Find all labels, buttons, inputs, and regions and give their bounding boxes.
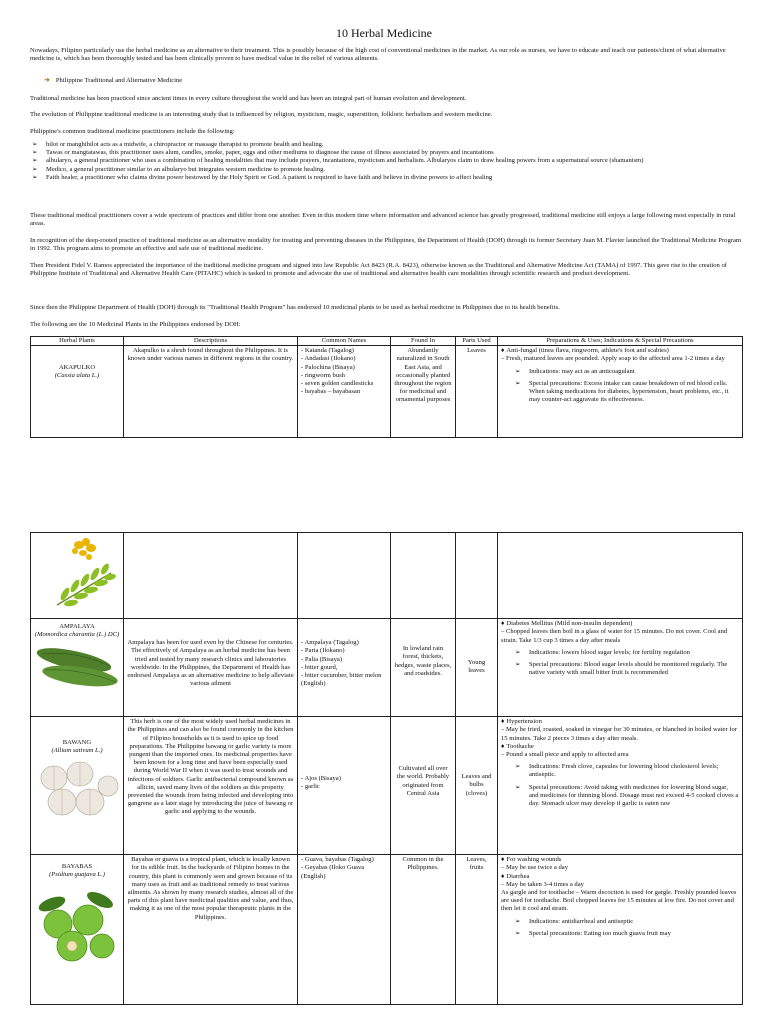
scientific-name: (Cassia alata L.) (54, 372, 100, 380)
parts-used-cell: Leaves and bulbs (cloves) (456, 717, 498, 855)
plant-cell (31, 855, 124, 1005)
section-heading (44, 76, 756, 85)
akapulko-plant-image (31, 533, 121, 615)
page-title: 10 Herbal Medicine (336, 26, 432, 40)
common-names-cell: - Katanda (Tagalog) - Andadasi (Ilokano) - Palochina (Bisaya) - ringworm bush - seven golden candlesticks - bayabas – bayabasan (298, 346, 391, 438)
chevron-bullet-icon: ➢ (515, 763, 521, 771)
plant-cell (31, 619, 124, 717)
list-item: ➢ Tawas or mangtatawas, this practitioner uses alum, candles, smoke, paper, eggs and other mediums to diagnose the cause of illness associated by prayers and incantations (32, 149, 494, 157)
plant-name: AKAPULKO (58, 364, 96, 372)
paragraph: Philippine's common traditional medicine practitioners include the following: (30, 128, 235, 135)
star-bullet-icon: ♦ (501, 620, 505, 628)
star-bullet-icon: ♦ (501, 347, 505, 355)
star-bullet-icon: ♦ (501, 872, 505, 880)
uses-cell: ♦ Hypertension – May be fried, roasted, soaked in vinegar for 30 minutes, or blanched in boiled water for 15 minutes. Take 2 pieces 3 times a day after meals. ♦ Toothache – Pound a small piece and apply to affected area ➢ Indications: Fresh clove, capsules for lowering blood cholesterol levels; antiseptic. ➢ Special precautions: Avoid taking with medicines for lowering blood sugar, and medicines for thinning blood. Dosage must not exceed 4-5 cooked cloves a day. Stomach ulcer may develop if garlic is eaten raw (498, 717, 743, 855)
bawang-plant-image (32, 756, 122, 826)
common-names-cell: - Ajos (Bisaya) - garlic (298, 717, 391, 855)
column-header: Found In (391, 337, 456, 346)
scientific-name: (Psidium guajava L.) (49, 871, 105, 879)
chevron-bullet-icon: ➢ (515, 917, 521, 925)
paragraph: Since then the Philippine Department of Health (DOH) through its "Traditional Health Program" has endorsed 10 medicinal plants to be used as herbal medicine in Philippines due to its health benefits. (30, 304, 560, 311)
chevron-bullet-icon: ➢ (32, 165, 38, 173)
chevron-bullet-icon: ➢ (515, 783, 521, 791)
table-row (31, 855, 743, 1005)
table-row (31, 717, 743, 855)
description-cell: Ampalaya has been for used even by the Chinese for centuries. The effectively of Ampalaya as an herbal medicine has been tried and tested by many research clinics and laboratories worldwide. In the Philippines, the Department of Health has endorsed Ampalaya as an alternative medicine to help alleviate various ailment (124, 619, 298, 717)
paragraph: The following are the 10 Medicinal Plants in the Philippines endorsed by DOH: (30, 321, 241, 328)
star-bullet-icon: ♦ (501, 718, 505, 726)
parts-used-cell: Leaves, fruits (456, 855, 498, 1005)
paragraph: The evolution of Philippine traditional medicine is an interesting study that is influenced by religion, mysticism, magic, superstition, folkloric herbalism and western medicine. (30, 111, 493, 118)
chevron-bullet-icon: ➢ (515, 648, 521, 656)
plant-cell (31, 717, 124, 855)
paragraph: These traditional medical practitioners cover a wide spectrum of practices and differ from one another. Even in this modern time where information and advanced science has greatly progressed, traditional medicine still enjoys a large following most especially in rural areas. (30, 212, 736, 228)
table-row (31, 619, 743, 717)
found-in-cell: Cultivated all over the world. Probably originated from Central Asia (391, 717, 456, 855)
chevron-bullet-icon: ➢ (515, 367, 521, 375)
description-cell: Akapulko is a shrub found throughout the Philippines. It is known under various names in different regions in the country. (124, 346, 298, 438)
list-item: ➢ Faith healer, a practitioner who claims divine power bestowed by the Holy Spirit or God. A patient is required to have faith and believe in divine powers to affect healing (32, 173, 493, 181)
practitioners-list (30, 141, 742, 182)
list-item: ➢ hilot or manghihilot acts as a midwife, a chiropractor or massage therapist to promote health and healing. (32, 141, 324, 148)
list-item: ➢ Medico, a general practitioner similar to an albularyo but integrates western medicine to promote healing. (32, 165, 326, 173)
column-header: Preparations & Uses; Indications & Special Precautions (498, 337, 743, 346)
common-names-cell: - Guava, bayabas (Tagalog) - Geyabas (Iloko Guava (English) (298, 855, 391, 1005)
found-in-cell: In lowland rain forest, thickets, hedges, waste places, and roadsides. (391, 619, 456, 717)
akapulko-image-cell (31, 533, 124, 619)
empty-cell (124, 533, 298, 619)
star-bullet-icon: ♦ (501, 856, 505, 864)
chevron-bullet-icon: ➢ (32, 157, 38, 165)
scientific-name: (Allium sativum L.) (51, 747, 103, 755)
chevron-bullet-icon: ➢ (32, 149, 38, 157)
found-in-cell: Abundantly naturalized in South East Asia, and occasionally planted throughout the region for medicinal and ornamental purposes (391, 346, 456, 438)
table-header-row (31, 337, 743, 346)
list-item: ➢ albularyo, a general practitioner who uses a combination of healing modalities that may include prayers, incantations, mysticism and herbalism. Albularyos claim to draw healing powers from a supernatural source (shamanism) (32, 157, 644, 165)
chevron-bullet-icon: ➢ (515, 379, 521, 387)
parts-used-cell: Leaves (456, 346, 498, 438)
chevron-bullet-icon: ➢ (32, 141, 38, 148)
herbal-plants-table (30, 336, 743, 438)
uses-cell: ♦ Diabetes Mellitus (Mild non-insulin dependent) – Chopped leaves then boil in a glass of water for 15 minutes. Do not cover. Cool and strain. Take 1/3 cup 3 times a day after meals ➢ Indications: lowers blood sugar levels; for fertility regulation ➢ Special precautions: Blood sugar levels should be monitored regularly. The native variety with small bitter fruit is recommended (498, 619, 743, 717)
scientific-name: (Momordica charantia (L.) DC) (34, 631, 120, 639)
paragraph: Then President Fidel V. Ramos appreciated the importance of the traditional medicine program and signed into law Republic Act 8423 (R.A. 8423), otherwise known as the Traditional and Alternative Medicine Act (TAMA) of 1997. This gave rise to the creation of Philippine Institute of Traditional and Alternative Health Care (PITAHC) which is tasked to promote and advocate the use of traditional and alternative health care modalities through scientific research and product development. (30, 262, 727, 278)
intro-paragraph: Nowadays, Filipino particularly use the herbal medicine as an alternative to their treatment. This is possibly because of the high cost of conventional medicines in the market. As our role as nurses, we have to educate and teach our patients/client of what alternative medicine is, which has been thoroughly tested and has been clinically proven to have medical value in the relief of various ailments. (30, 47, 726, 63)
plant-name: BAWANG (62, 739, 92, 747)
column-header: Parts Used (456, 337, 498, 346)
herbal-plants-table-continued (30, 532, 743, 1005)
description-cell: This herb is one of the most widely used herbal medicines in the Philippines and can also be found commonly in the kitchen of Filipino households as it is used to spice up food preparations. The Philippine bawang or garlic variety is more pungent than the imported ones. Its medicinal properties have been known for a long time and have been especially used during World War II when it was used to treat wounds and infections of soldiers. Garlic antibacterial compound known as allicin, saved many lives of the soldiers as this property prevented the wounds from being infected and developing into gangrene as a later stage by introducing the juice of bawang or garlic and applying to the wounds. (124, 717, 298, 855)
arrow-bullet-icon: ➜ (44, 76, 50, 84)
empty-cell (298, 533, 391, 619)
paragraph: Traditional medicine has been practiced since ancient times in every culture throughout the world and has been an integral part of human evolution and development. (30, 95, 467, 102)
table-row (31, 533, 743, 619)
bayabas-plant-image (32, 880, 122, 970)
empty-cell (498, 533, 743, 619)
found-in-cell: Common in the Philippines. (391, 855, 456, 1005)
common-names-cell: - Ampalaya (Tagalog) - Paria (Ilokano) - Palia (Bisaya) - bitter gourd, - bitter cucumber, bitter melon (English) (298, 619, 391, 717)
description-cell: Bayabas or guava is a tropical plant, which is locally known for its edible fruit. In the backyards of Filipino homes in the country, this plant is commonly seen and grown because of its many uses as fruit and as traditional remedy to treat various ailments. As shown by many research studies, almost all of the parts of this plant have medicinal qualities and value, and thus, making it as one of the most popular therapeutic plants in the Philippines. (124, 855, 298, 1005)
uses-cell: ♦ For washing wounds – May be use twice a day ♦ Diarrhea – May be taken 3-4 times a day As gargle and for toothache – Warm decoction is used for gargle. Freshly pounded leaves are used for toothache. Boil chopped leaves for 15 minutes at low fire. Do not cover and then let it cool and strain. ➢ Indications: antidiarrheal and antiseptic ➢ Special precautions: Eating too much guava fruit may (498, 855, 743, 1005)
column-header: Common Names (298, 337, 391, 346)
chevron-bullet-icon: ➢ (515, 661, 521, 669)
paragraph: In recognition of the deep-rooted practice of traditional medicine as an alternative modality for treating and preventing diseases in the Philippines, the Department of Health (DOH) through its former Secretary Juan M. Flavier launched the Traditional Medicine Program in 1992. This program aims to promote an effective and safe use of traditional medicine. (30, 237, 741, 253)
chevron-bullet-icon: ➢ (515, 929, 521, 937)
section-heading-text: Philippine Traditional and Alternative Medicine (55, 77, 183, 84)
plant-name: AMPALAYA (59, 623, 95, 631)
chevron-bullet-icon: ➢ (32, 173, 38, 181)
column-header: Herbal Plants (31, 337, 124, 346)
empty-cell (391, 533, 456, 619)
plant-name: BAYABAS (61, 863, 93, 871)
star-bullet-icon: ♦ (501, 742, 505, 750)
column-header: Descriptions (124, 337, 298, 346)
parts-used-cell: Young leaves (456, 619, 498, 717)
empty-cell (456, 533, 498, 619)
uses-cell: ♦ Anti-fungal (tinea flava, ringworm, athlete's foot and scabies) – Fresh, matured leaves are pounded. Apply soap to the affected area 1-2 times a day ➢ Indications: may act as an anticoagulant ➢ Special precautions: Excess intake can cause breakdown of red blood cells. When taking medications for diabetes, hypertension, heart problems, etc., it may counter-act aggravate its effectiveness. (498, 346, 743, 438)
table-row (31, 346, 743, 438)
ampalaya-plant-image (32, 640, 122, 694)
plant-cell (31, 346, 124, 438)
